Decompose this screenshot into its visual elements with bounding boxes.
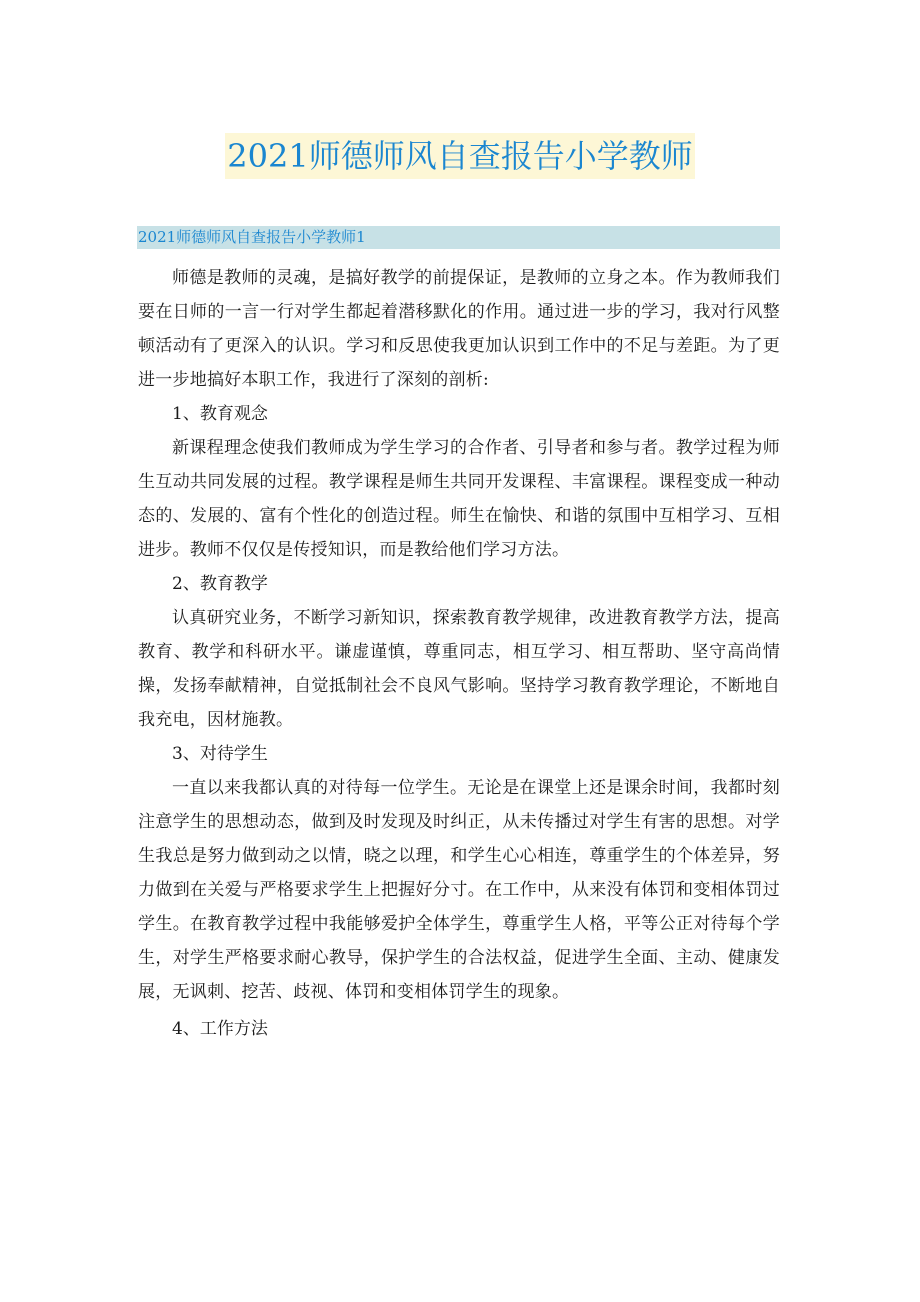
document-title-text: 2021师德师风自查报告小学教师: [225, 133, 694, 179]
item-heading-1: 1、教育观念: [172, 404, 268, 424]
item-heading-4: 4、工作方法: [172, 1019, 268, 1039]
item-heading-2: 2、教育教学: [172, 574, 268, 594]
document-title: [0, 133, 920, 179]
document-body: [138, 261, 780, 1046]
section-title-bar: 2021师德师风自查报告小学教师1: [137, 226, 780, 249]
intro-paragraph: 师德是教师的灵魂，是搞好教学的前提保证，是教师的立身之本。作为教师我们要在日师的一言一行对学生都起着潜移默化的作用。通过进一步的学习，我对行风整顿活动有了更深入的认识。学习和反思使我更加认识到工作中的不足与差距。为了更进一步地搞好本职工作，我进行了深刻的剖析:: [138, 268, 780, 390]
item-paragraph-2: 认真研究业务，不断学习新知识，探索教育教学规律，改进教育教学方法，提高教育、教学和科研水平。谦虚谨慎，尊重同志，相互学习、相互帮助、坚守高尚情操，发扬奉献精神，自觉抵制社会不良风气影响。坚持学习教育教学理论，不断地自我充电，因材施教。: [138, 608, 780, 730]
item-heading-3: 3、对待学生: [172, 744, 268, 764]
item-paragraph-1: 新课程理念使我们教师成为学生学习的合作者、引导者和参与者。教学过程为师生互动共同发展的过程。教学课程是师生共同开发课程、丰富课程。课程变成一种动态的、发展的、富有个性化的创造过程。师生在愉快、和谐的氛围中互相学习、互相进步。教师不仅仅是传授知识，而是教给他们学习方法。: [138, 438, 780, 560]
item-paragraph-3: 一直以来我都认真的对待每一位学生。无论是在课堂上还是课余时间，我都时刻注意学生的思想动态，做到及时发现及时纠正，从未传播过对学生有害的思想。对学生我总是努力做到动之以情，晓之以理，和学生心心相连，尊重学生的个体差异，努力做到在关爱与严格要求学生上把握好分寸。在工作中，从来没有体罚和变相体罚过学生。在教育教学过程中我能够爱护全体学生，尊重学生人格，平等公正对待每个学生，对学生严格要求耐心教导，保护学生的合法权益，促进学生全面、主动、健康发展，无讽刺、挖苦、歧视、体罚和变相体罚学生的现象。: [138, 778, 780, 1002]
